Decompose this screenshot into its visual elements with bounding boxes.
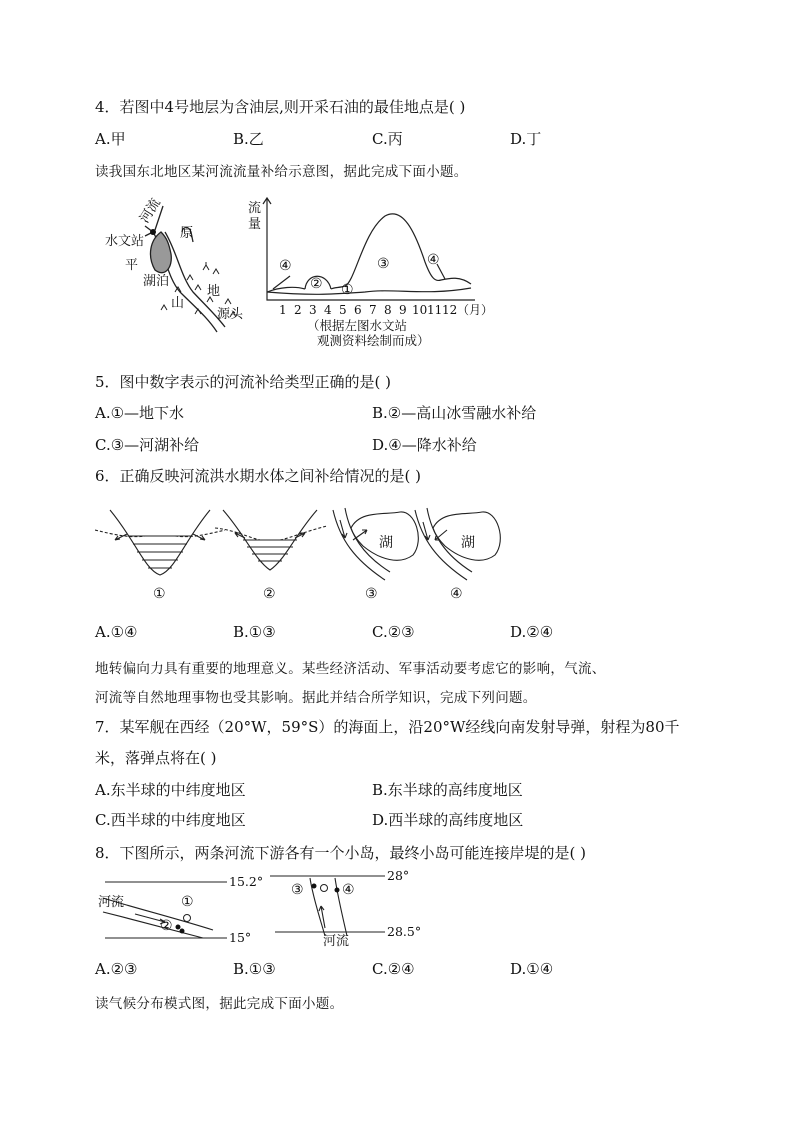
month-ticks (279, 303, 457, 317)
q6-figures (95, 500, 515, 605)
q8-option-a[interactable]: A.②③ (95, 960, 138, 978)
map-source-label: 源头 (217, 307, 244, 322)
q8-mark-2: ② (160, 918, 173, 934)
left-bank-dot-1 (176, 925, 181, 930)
map-land-label: 地 (207, 284, 221, 299)
map-river-label: 河流 (137, 195, 164, 227)
chart-label-1: ① (341, 282, 354, 298)
svg-text:6: 6 (354, 303, 362, 317)
q8-option-d[interactable]: D.①④ (510, 960, 554, 978)
map-mountain-label: 山 (171, 296, 185, 311)
q8-option-b[interactable]: B.①③ (233, 960, 276, 978)
intro-text-2-line-2: 河流等自然地理事物也受其影响。据此并结合所学知识，完成下列问题。 (95, 690, 537, 706)
q7-option-a[interactable]: A.东半球的中纬度地区 (95, 781, 246, 799)
chart-caption-1: （根据左图水文站 (307, 318, 408, 333)
map-station-label: 水文站 (105, 234, 145, 249)
river-supply-figure (95, 192, 505, 352)
q5-option-c[interactable]: C.③—河湖补给 (95, 436, 200, 454)
q7-stem-line-1: 7．某军舰在西经（20°W，59°S）的海面上，沿20°W经线向南发射导弹，射程为80千 (95, 718, 680, 736)
q7-option-d[interactable]: D.西半球的高纬度地区 (372, 811, 524, 829)
chart-ylabel-2: 量 (248, 217, 262, 232)
svg-text:4: 4 (324, 303, 332, 317)
svg-text:7: 7 (369, 303, 377, 317)
chart-ylabel-1: 流 (248, 201, 262, 216)
svg-text:12: 12 (442, 303, 458, 317)
q8-left-river-label: 河流 (98, 895, 125, 910)
map-plain-label-2: 平 (125, 258, 139, 273)
q8-left-top-lat: 15.2° (229, 874, 264, 889)
q4-option-d[interactable]: D.丁 (510, 130, 542, 148)
q6-figure-label-1: ① (153, 586, 166, 602)
q6-figure-1 (95, 510, 225, 575)
q6-figure-3 (333, 508, 418, 580)
q6-figure-label-4: ④ (450, 586, 463, 602)
q4-option-a[interactable]: A.甲 (95, 130, 126, 148)
svg-text:1: 1 (279, 303, 287, 317)
chart-label-4-left: ④ (279, 258, 292, 274)
q6-figure-4 (415, 508, 500, 580)
chart-caption-2: 观测资料绘制而成） (317, 333, 430, 348)
right-bank-dot-1 (312, 884, 317, 889)
q8-option-c[interactable]: C.②④ (372, 960, 415, 978)
q6-figure-2 (215, 510, 327, 570)
intro-text-2-line-1: 地转偏向力具有重要的地理意义。某些经济活动、军事活动要考虑它的影响，气流、 (95, 661, 606, 677)
q6-option-a[interactable]: A.①④ (95, 623, 138, 641)
q5-option-b[interactable]: B.②—高山冰雪融水补给 (372, 404, 537, 422)
q7-option-b[interactable]: B.东半球的高纬度地区 (372, 781, 523, 799)
map-lake-label: 湖泊 (143, 274, 170, 289)
chart-label-2: ② (310, 276, 323, 292)
right-island (321, 885, 328, 892)
q7-stem-line-2: 米，落弹点将在( ) (95, 749, 217, 767)
q8-mark-1: ① (181, 894, 194, 910)
svg-text:2: 2 (294, 303, 302, 317)
q6-option-d[interactable]: D.②④ (510, 623, 554, 641)
q4-option-c[interactable]: C.丙 (372, 130, 403, 148)
intro-text-3: 读气候分布模式图，据此完成下面小题。 (95, 996, 344, 1012)
left-island-1 (184, 915, 191, 922)
q5-option-a[interactable]: A.①—地下水 (95, 404, 185, 422)
q6-stem: 6．正确反映河流洪水期水体之间补给情况的是( ) (95, 467, 422, 485)
q8-mark-4: ④ (342, 882, 355, 898)
svg-text:11: 11 (427, 303, 443, 317)
q6-figure-label-3: ③ (365, 586, 378, 602)
flow-chart-curves (267, 214, 471, 294)
q8-figure (95, 868, 435, 953)
q6-figure-label-2: ② (263, 586, 276, 602)
month-unit: （月） (457, 303, 494, 317)
q8-right-river-label: 河流 (323, 934, 350, 949)
q6-option-b[interactable]: B.①③ (233, 623, 276, 641)
q8-right-bottom-lat: 28.5° (387, 924, 422, 939)
q8-right-diagram (270, 876, 385, 936)
svg-text:3: 3 (309, 303, 317, 317)
q6-lake-label-4: 湖 (461, 535, 475, 551)
chart-label-3: ③ (377, 256, 390, 272)
q5-stem: 5．图中数字表示的河流补给类型正确的是( ) (95, 373, 392, 391)
q5-option-d[interactable]: D.④—降水补给 (372, 436, 477, 454)
flow-chart-axes (263, 198, 475, 300)
svg-text:10: 10 (412, 303, 428, 317)
q7-option-c[interactable]: C.西半球的中纬度地区 (95, 811, 246, 829)
river-map (145, 206, 225, 332)
right-bank-dot-2 (335, 888, 340, 893)
svg-text:5: 5 (339, 303, 347, 317)
intro-text-1: 读我国东北地区某河流流量补给示意图，据此完成下面小题。 (95, 164, 468, 180)
q8-left-bottom-lat: 15° (229, 930, 252, 945)
svg-text:9: 9 (399, 303, 407, 317)
q8-right-top-lat: 28° (387, 868, 410, 883)
svg-text:8: 8 (384, 303, 392, 317)
chart-label-4-right: ④ (427, 252, 440, 268)
q8-stem: 8．下图所示，两条河流下游各有一个小岛，最终小岛可能连接岸堤的是( ) (95, 844, 587, 862)
map-plain-label-1: 原 (180, 226, 194, 241)
station-dot (150, 229, 156, 235)
left-bank-dot-2 (180, 929, 185, 934)
q4-stem: 4．若图中4号地层为含油层,则开采石油的最佳地点是( ) (95, 98, 466, 116)
q6-option-c[interactable]: C.②③ (372, 623, 415, 641)
q8-mark-3: ③ (291, 882, 304, 898)
q4-option-b[interactable]: B.乙 (233, 130, 264, 148)
q6-lake-label-3: 湖 (379, 535, 393, 551)
